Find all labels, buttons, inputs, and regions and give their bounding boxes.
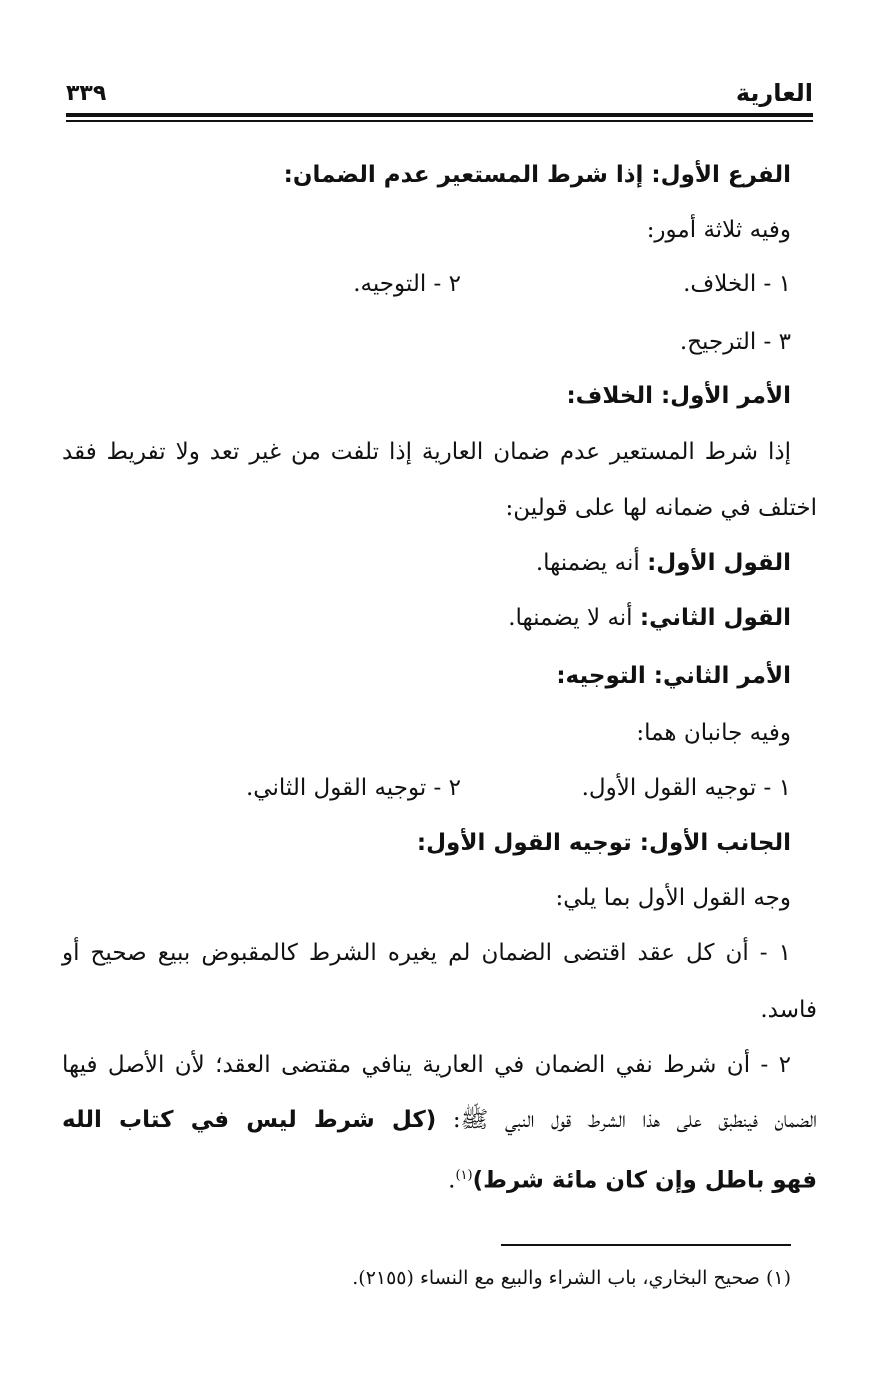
list-item: ٢ - التوجيه. [353,271,461,297]
paragraph-line [62,1156,817,1196]
paragraph-line: إذا شرط المستعير عدم ضمان العارية إذا تلفت من غير تعد ولا تفريط فقد [62,439,791,465]
header-rule-thin [66,120,813,122]
punctuation: . [448,1167,456,1194]
paragraph-line: ٢ - أن شرط نفي الضمان في العارية ينافي مقتضى العقد؛ لأن الأصل فيها [62,1052,791,1078]
opinion-line [62,543,791,583]
text-line: وفيه ثلاثة أمور: [646,217,791,243]
page-number: ٣٣٩ [66,80,107,106]
list-item: ١ - الخلاف. [683,271,791,297]
footnote-marker: (١) [455,1168,473,1183]
list-item: ٢ - توجيه القول الثاني. [245,775,461,801]
section-heading-4: الجانب الأول: توجيه القول الأول: [416,830,791,856]
list-row [62,768,791,808]
list-row [62,264,791,304]
paragraph-line: فاسد. [760,997,817,1023]
running-header [66,76,813,110]
paragraph-line [62,1100,817,1140]
opinion-text: أنه لا يضمنها. [508,605,633,631]
paragraph-line: ١ - أن كل عقد اقتضى الضمان لم يغيره الشرط كالمقبوض ببيع صحيح أو [62,940,791,966]
header-rule-thick [66,113,813,117]
text-line: وجه القول الأول بما يلي: [555,885,791,911]
opinion-label: القول الأول: [647,550,791,576]
chapter-title: العارية [735,79,813,107]
footnote: (١) صحيح البخاري، باب الشراء والبيع مع النساء (٢١٥٥). [352,1267,791,1289]
paragraph-text: الضمان فينطبق على هذا الشرط قول النبي ﷺ: [452,1107,818,1133]
opinion-label: القول الثاني: [639,605,791,631]
opinion-text: أنه يضمنها. [535,550,640,576]
opinion-line [62,598,791,638]
list-item: ٣ - الترجيح. [679,329,791,355]
hadith-quote: فهو باطل وإن كان مائة شرط) [472,1167,817,1194]
hadith-quote: (كل شرط ليس في كتاب الله [62,1107,437,1133]
section-heading-3: الأمر الثاني: التوجيه: [556,663,791,689]
section-heading-1: الفرع الأول: إذا شرط المستعير عدم الضمان: [283,162,791,188]
section-heading-2: الأمر الأول: الخلاف: [566,383,791,409]
list-item: ١ - توجيه القول الأول. [581,775,791,801]
text-line: وفيه جانبان هما: [636,720,791,746]
footnote-rule [501,1244,791,1246]
paragraph-line: اختلف في ضمانه لها على قولين: [505,495,817,521]
